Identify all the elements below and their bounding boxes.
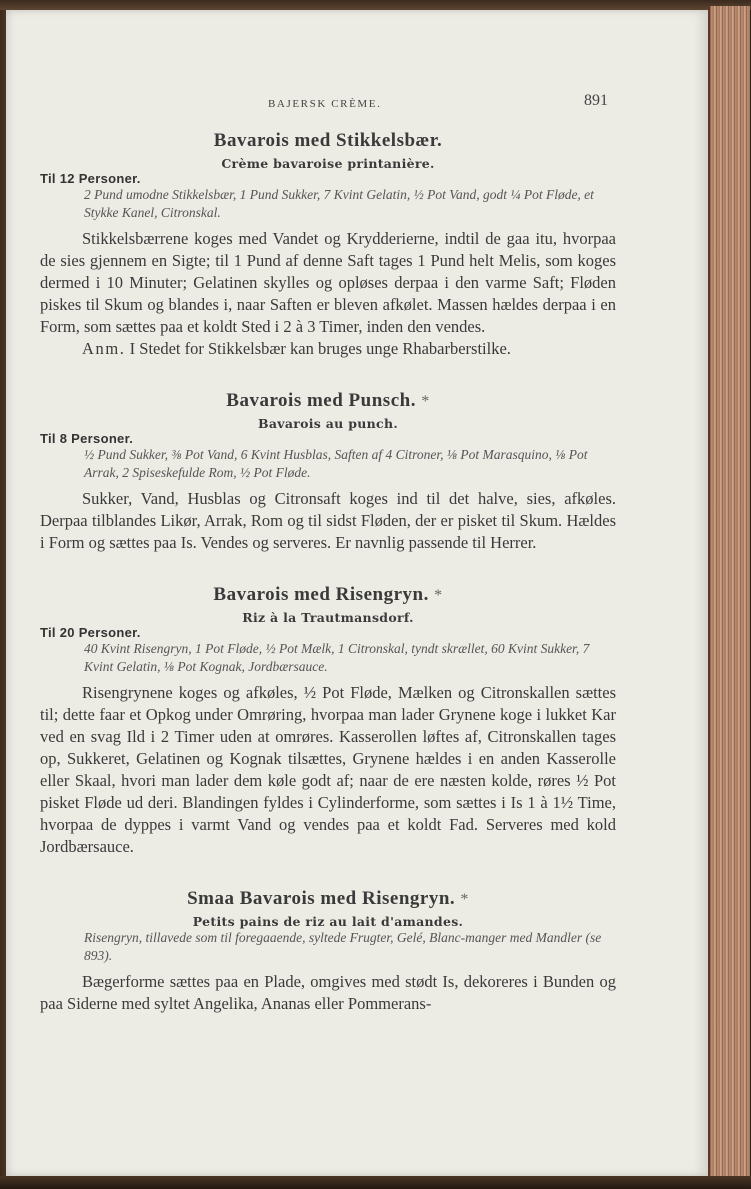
- recipe-punsch: [40, 390, 616, 554]
- recipe-body: Bægerforme sættes paa en Plade, omgives med stødt Is, dekoreres i Bunden og paa Siderne med syltet Angelika, Ananas eller Pommerans-: [40, 972, 616, 1013]
- book-top-edge: [0, 0, 751, 10]
- running-head: BAJERSK CRÈME.: [268, 98, 382, 110]
- page-number: 891: [584, 92, 608, 109]
- recipe-ingredients: 2 Pund umodne Stikkelsbær, 1 Pund Sukker, 7 Kvint Gelatin, ½ Pot Vand, godt ¼ Pot Fløde, et Stykke Kanel, Citronskal.: [84, 187, 594, 220]
- recipe-note-text: I Stedet for Stikkelsbær kan bruges unge Rhabarberstilke.: [129, 339, 511, 358]
- recipe-body: Sukker, Vand, Husblas og Citronsaft koges ind til det halve, sies, afkøles. Derpaa tilblandes Likør, Arrak, Rom og til sidst Fløden, der er pisket til Skum. Hældes i Form og sættes paa Is. Vendes og serveres. Er navnlig passende til Herrer.: [40, 489, 616, 552]
- recipe-body: Risengrynene koges og afkøles, ½ Pot Fløde, Mælken og Citronskallen sættes til; dette faar et Opkog under Omrøring, hvorpaa man lader Grynene koge i lukket Kar ved en svag Ild i 2 Timer uden at omrøres. Kasserollen løftes af, Citronskallen tages op, Sukkeret, Gelatinen og Kognak tilsættes, Grynene hældes i en anden Kasserolle eller Skaal, hvori man lader dem køle godt af; naar de ere næsten kolde, røres ½ Pot pisket Fløde ud deri. Blandingen fyldes i Cylinderforme, som sættes i Is 1 à 1½ Time, hvorpaa de dyppes i varmt Vand og vendes paa et koldt Fad. Serveres med kold Jordbærsauce.: [40, 683, 616, 856]
- recipe-ingredients: Risengryn, tillavede som til foregaaende, syltede Frugter, Gelé, Blanc-manger med Mandler (se 893).: [84, 930, 602, 963]
- recipe-note-label: Anm.: [82, 339, 126, 358]
- recipe-persons: Til 12 Personer.: [40, 171, 141, 186]
- recipe-title-text: Bavarois med Risengryn.: [213, 584, 429, 605]
- book-bottom-edge: [0, 1176, 751, 1189]
- page-content: [40, 92, 616, 1015]
- recipe-note: [40, 338, 616, 360]
- recipe-persons: Til 8 Personer.: [40, 431, 134, 446]
- star-mark: *: [434, 587, 443, 604]
- recipe-ingredients: 40 Kvint Risengryn, 1 Pot Fløde, ½ Pot Mælk, 1 Citronskal, tyndt skrællet, 60 Kvint Sukker, 7 Kvint Gelatin, ⅛ Pot Kognak, Jordbærsauce.: [84, 641, 590, 674]
- recipe-subtitle: Riz à la Trautmansdorf.: [242, 610, 414, 625]
- recipe-title: [40, 130, 616, 152]
- recipe-subtitle: Petits pains de riz au lait d'amandes.: [192, 914, 464, 929]
- page: [6, 10, 708, 1176]
- star-mark: *: [460, 891, 469, 908]
- page-edges: [708, 6, 750, 1182]
- recipe-ingredients: ½ Pund Sukker, ⅜ Pot Vand, 6 Kvint Husblas, Saften af 4 Citroner, ⅛ Pot Marasquino, ⅛ Pot Arrak, 2 Spiseskefulde Rom, ½ Pot Fløde.: [84, 447, 588, 480]
- recipe-title: [40, 390, 616, 412]
- recipe-title-text: Bavarois med Stikkelsbær.: [213, 130, 443, 151]
- recipe-body: Stikkelsbærrene koges med Vandet og Krydderierne, indtil de gaa itu, hvorpaa de sies gjennem en Sigte; til 1 Pund af denne Saft tages 1 Pund helt Melis, som koges dermed i 10 Minuter; Gelatinen skylles og opløses derpaa i den varme Saft; Fløden piskes til Skum og blandes i, naar Saften er bleven afkølet. Massen hældes derpaa i en Form, som sættes paa et koldt Sted i 2 à 3 Timer, inden den vendes.: [40, 229, 616, 336]
- recipe-title-text: Smaa Bavarois med Risengryn.: [187, 888, 456, 909]
- recipe-smaa-bavarois: [40, 888, 616, 1015]
- recipe-subtitle: Bavarois au punch.: [258, 416, 398, 431]
- recipe-risengryn: [40, 584, 616, 858]
- recipe-title: [40, 888, 616, 910]
- recipe-stikkelsbaer: [40, 130, 616, 360]
- recipe-subtitle: Crème bavaroise printanière.: [221, 156, 435, 171]
- star-mark: *: [421, 393, 430, 410]
- recipe-title-text: Bavarois med Punsch.: [226, 390, 416, 411]
- recipe-title: [40, 584, 616, 606]
- recipe-persons: Til 20 Personer.: [40, 625, 141, 640]
